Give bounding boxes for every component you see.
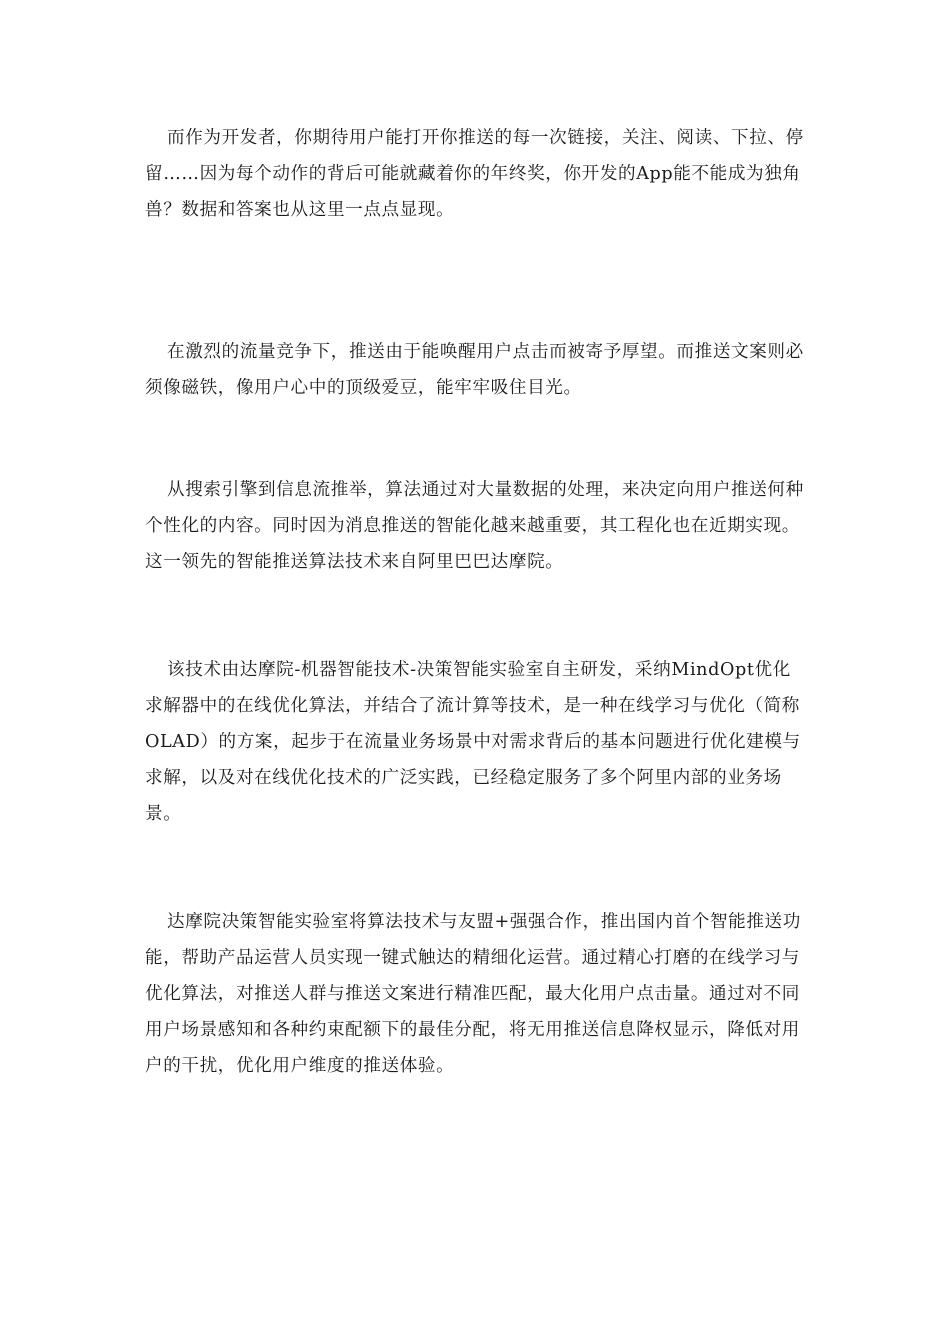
paragraph-olad-technology: 该技术由达摩院-机器智能技术-决策智能实验室自主研发，采纳MindOpt优化求解器中的在线优化算法，并结合了流计算等技术，是一种在线学习与优化（简称OLAD）的方案，起步于在流量业务场景中对需求背后的基本问题进行优化建模与求解，以及对在线优化技术的广泛实践，已经稳定服务了多个阿里内部的业务场景。 — [145, 660, 801, 824]
paragraph-smart-push-feature: 达摩院决策智能实验室将算法技术与友盟+强强合作，推出国内首个智能推送功能，帮助产品运营人员实现一键式触达的精细化运营。通过精心打磨的在线学习与优化算法，对推送人群与推送文案进行精准匹配，最大化用户点击量。通过对不同用户场景感知和各种约束配额下的最佳分配，将无用推送信息降权显示，降低对用户的干扰，优化用户维度的推送体验。 — [145, 912, 801, 1076]
paragraph-traffic-competition: 在激烈的流量竞争下，推送由于能唤醒用户点击而被寄予厚望。而推送文案则必须像磁铁，像用户心中的顶级爱豆，能牢牢吸住目光。 — [145, 342, 804, 398]
paragraph-developer-expectations: 而作为开发者，你期待用户能打开你推送的每一次链接，关注、阅读、下拉、停留……因为每个动作的背后可能就藏着你的年终奖，你开发的App能不能成为独角兽？数据和答案也从这里一点点显现。 — [145, 128, 804, 220]
paragraph-algorithm-origin: 从搜索引擎到信息流推举，算法通过对大量数据的处理，来决定向用户推送何种个性化的内容。同时因为消息推送的智能化越来越重要，其工程化也在近期实现。这一领先的智能推送算法技术来自阿里巴巴达摩院。 — [145, 480, 804, 572]
